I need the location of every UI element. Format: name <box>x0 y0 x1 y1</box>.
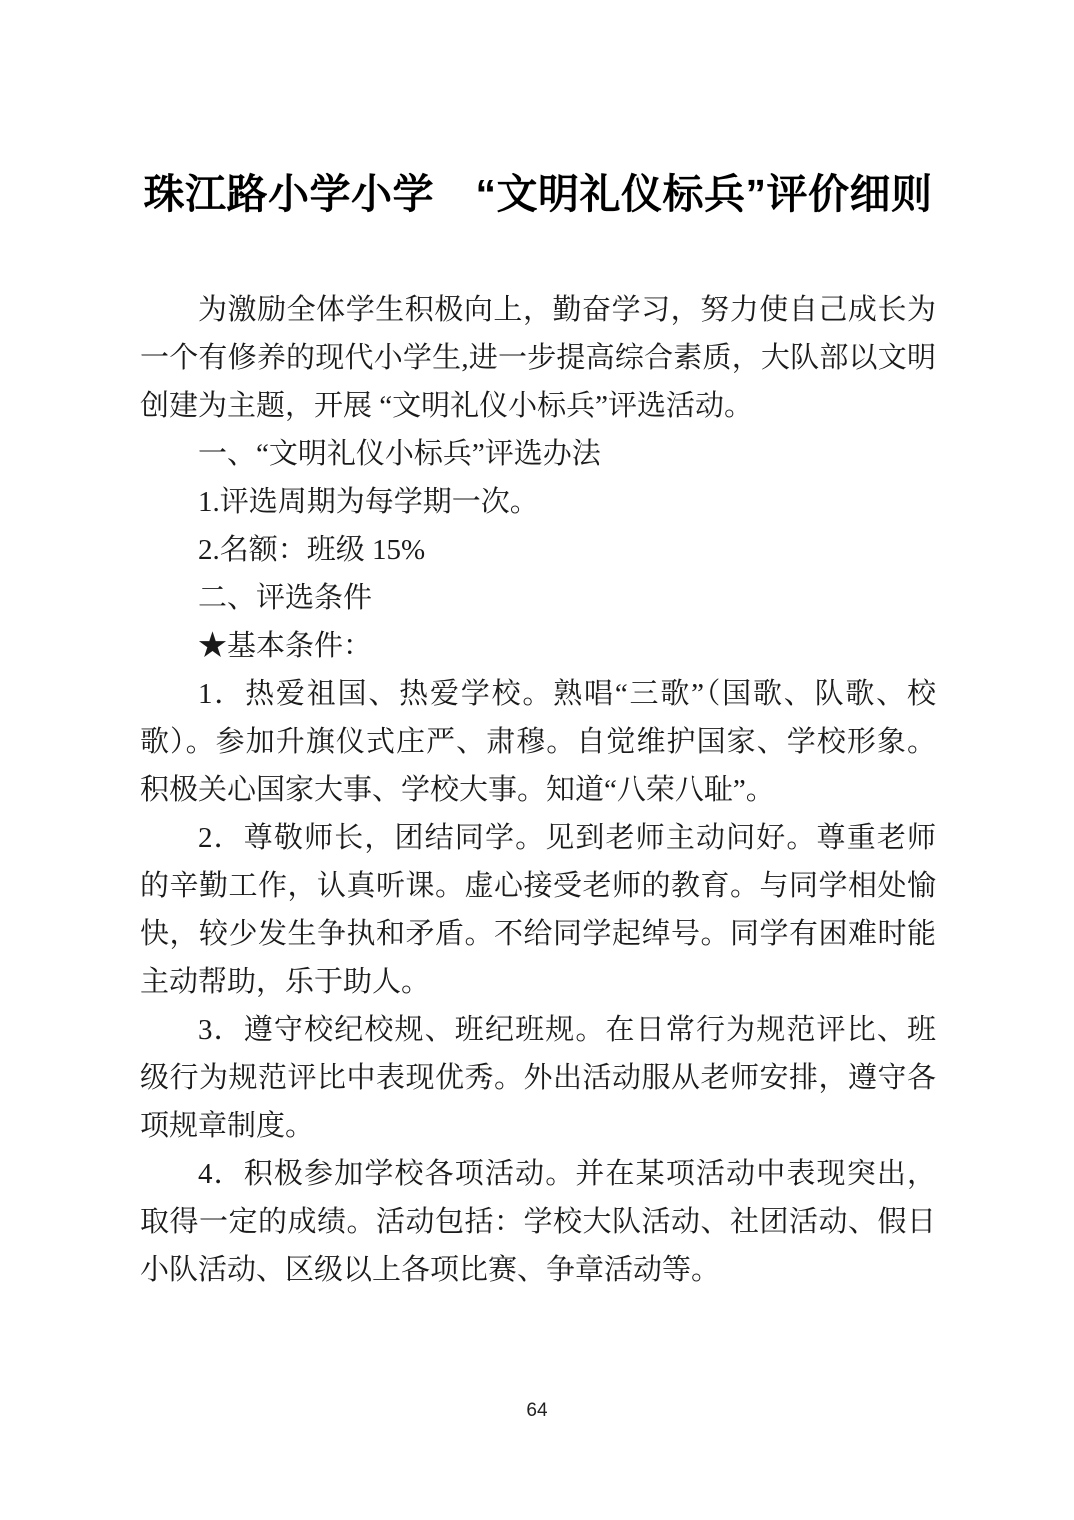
page-number: 64 <box>526 1400 548 1421</box>
document-title: 珠江路小学小学 “文明礼仪标兵”评价细则 <box>143 171 933 217</box>
subheading-basic-conditions: ★基本条件： <box>198 630 373 662</box>
paragraph-intro: 为激励全体学生积极向上，勤奋学习，努力使自己成长为一个有修养的现代小学生,进一步提高综合素质，大队部以文明创建为主题，开展 “文明礼仪小标兵”评选活动。 <box>140 294 936 422</box>
condition-item-4: 4．积极参加学校各项活动。并在某项活动中表现突出，取得一定的成绩。活动包括：学校大队活动、社团活动、假日小队活动、区级以上各项比赛、争章活动等。 <box>140 1158 936 1286</box>
document-body <box>140 286 936 1294</box>
document-content <box>140 168 936 1294</box>
condition-item-3: 3．遵守校纪校规、班纪班规。在日常行为规范评比、班级行为规范评比中表现优秀。外出活动服从老师安排，遵守各项规章制度。 <box>140 1014 936 1142</box>
section-heading-2: 二、评选条件 <box>198 582 373 614</box>
section-heading-1: 一、“文明礼仪小标兵”评选办法 <box>198 438 601 470</box>
list-item-cycle: 1.评选周期为每学期一次。 <box>198 486 539 518</box>
list-item-quota: 2.名额：班级 15% <box>198 534 426 566</box>
condition-item-2: 2．尊敬师长，团结同学。见到老师主动问好。尊重老师的辛勤工作，认真听课。虚心接受老师的教育。与同学相处愉快，较少发生争执和矛盾。不给同学起绰号。同学有困难时能主动帮助，乐于助人。 <box>140 822 936 998</box>
condition-item-1: 1．热爱祖国、热爱学校。熟唱“三歌”（国歌、队歌、校歌）。参加升旗仪式庄严、肃穆。自觉维护国家、学校形象。积极关心国家大事、学校大事。知道“八荣八耻”。 <box>140 678 936 806</box>
